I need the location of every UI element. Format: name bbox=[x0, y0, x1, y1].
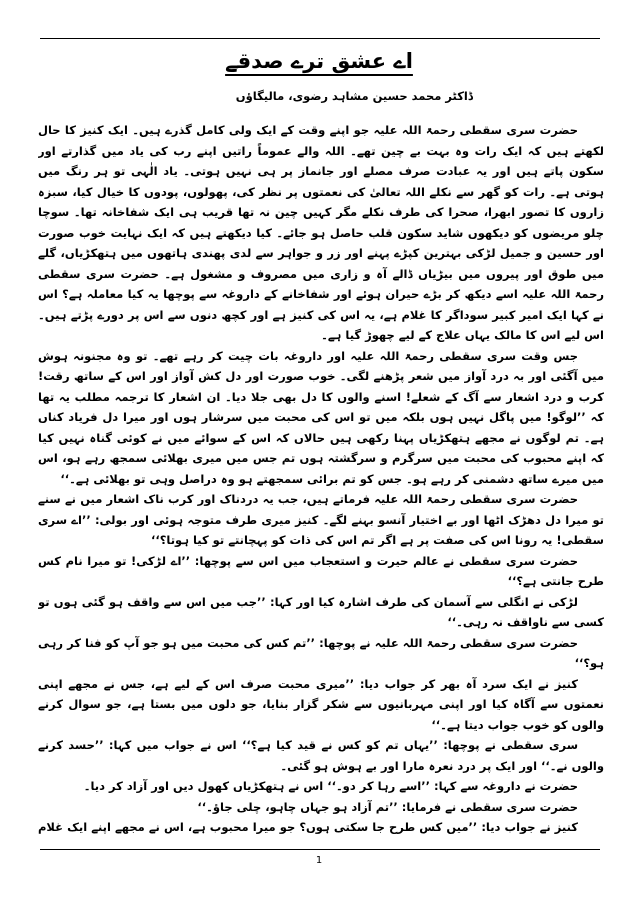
paragraph: کنیز نے ایک سرد آہ بھر کر جواب دیا: ’’میری محبت صرف اس کے لیے ہے، جس نے مجھے اپنی نعمتوں سے آگاہ کیا اور اپنی مہربانیوں سے شکر گزار بنایا، جو دلوں میں بستا ہے، جو سوال کرنے والوں کو خوب جواب دیتا ہے۔‘‘ bbox=[38, 676, 604, 732]
paragraph: حضرت سری سقطی نے فرمایا: ’’تم آزاد ہو جہاں چاہو، چلی جاؤ۔‘‘ bbox=[197, 799, 578, 814]
paragraph: حضرت نے داروغہ سے کہا: ’’اسے رہا کر دو۔‘‘ اس نے ہتھکڑیاں کھول دیں اور آزاد کر دیا۔ bbox=[83, 779, 578, 793]
bottom-rule bbox=[40, 849, 600, 850]
paragraph: حضرت سری سقطی رحمۃ اللہ علیہ جو اپنے وقت کے ایک ولی کامل گذرے ہیں۔ ایک کنیز کا حال لکھتے ہیں کہ ایک رات وہ بہت بے چین تھے۔ اللہ والے عموماً راتیں اپنے رب کی یاد میں گذارتے اور سکون پاتے ہیں اور یہ عبادت صرف مصلے اور جانماز پر ہی نہیں ہوتی۔ یاد الٰہی تو ہر رنگ میں ہوتی ہے۔ رات کو گھر سے نکلے اللہ تعالیٰ کی نعمتوں پر نظر کی، پھولوں، پودوں کا خیال کیا، سبزہ زاروں کا تصور ابھرا، صحرا کی طرف نکلے مگر کہیں چین نہ تھا قریب ہی ایک شفاخانہ تھا۔ سوچا چلو مریضوں کو دیکھوں شاید سکون قلب حاصل ہو جائے۔ کیا دیکھتے ہیں کہ ایک نہایت خوب صورت اور حسین و جمیل لڑکی بہترین کپڑے پہنے اور زر و جواہر سے لدی پھندی ہاتھوں میں ہتھکڑیاں، گلے میں طوق اور پیروں میں بیڑیاں ڈالے آہ و زاری میں مصروف و مشغول ہے۔ حضرت سری سقطی رحمۃ اللہ علیہ اسے دیکھ کر بڑے حیران ہوئے اور شفاخانے کے داروغہ سے پوچھا یہ کیا معاملہ ہے؟ اس نے کہا ایک امیر کبیر سوداگر کا غلام ہے، یہ اس کی کنیز ہے اور کچھ دنوں سے اس پر دورے پڑتے ہیں۔ اس لیے اس کا مالک یہاں علاج کے لیے چھوڑ گیا ہے۔ bbox=[38, 123, 604, 342]
paragraph: حضرت سری سقطی نے عالم حیرت و استعجاب میں اس سے پوچھا: ’’اے لڑکی! تو میرا نام کس طرح جانتی ہے؟‘‘ bbox=[38, 553, 604, 588]
author-line: ڈاکٹر محمد حسین مشاہد رضوی، مالیگاؤں bbox=[235, 89, 473, 103]
paragraph: جس وقت سری سقطی رحمۃ اللہ علیہ اور داروغہ بات چیت کر رہے تھے۔ تو وہ مجنونہ ہوش میں آگئی اور بہ درد آواز میں شعر پڑھنے لگی۔ خوب صورت اور دل کش آواز اور اس کے ساتھ رقت! کرب و درد اشعار سے آگ کے شعلے! اسنے والوں کا دل بھی جلا دیا۔ ان اشعار کا ترجمہ مطلب یہ تھا کہ ’’لوگو! میں پاگل نہیں ہوں بلکہ میں تو اس کی محبت میں سرشار ہوں اور میرا دل فریاد کناں ہے۔ تم لوگوں نے مجھے ہتھکڑیاں پہنا رکھی ہیں حالاں کہ اس کے سوائے میں نے کوئی گناہ نہیں کیا کہ اپنے محبوب کی محبت میں سرگرم و سرگشتہ ہوں تم جس میں میری بھلائی سمجھ رہے ہو، اس میں میرے ساتھ دشمنی کر رہے ہو۔ جس کو تم برائی سمجھتے ہو وہ دراصل وہی تو بھلائی ہے۔‘‘ bbox=[38, 348, 604, 486]
paragraph: کنیز نے جواب دیا: ’’میں کس طرح جا سکتی ہوں؟ جو میرا محبوب ہے، اس نے مجھے اپنے ایک غلام bbox=[38, 820, 578, 834]
paragraph: لڑکی نے انگلی سے آسمان کی طرف اشارہ کیا اور کہا: ’’جب میں اس سے واقف ہو گئی ہوں تو کسی سے ناواقف نہ رہی۔‘‘ bbox=[38, 594, 604, 629]
top-rule bbox=[40, 38, 600, 39]
document-body bbox=[38, 120, 604, 840]
paragraph: سری سقطی نے پوچھا: ’’یہاں تم کو کس نے قید کیا ہے؟‘‘ اس نے جواب میں کہا: ’’حسد کرنے والوں نے۔‘‘ اور ایک پر درد نعرہ مارا اور بے ہوش ہو گئی۔ bbox=[38, 738, 604, 773]
page-number: 1 bbox=[315, 855, 323, 866]
document-title: اے عشق ترے صدقے bbox=[225, 49, 413, 73]
paragraph: حضرت سری سقطی رحمۃ اللہ علیہ فرماتے ہیں، جب یہ دردناک اور کرب ناک اشعار میں نے سنے تو میرا دل دھڑک اٹھا اور بے اختیار آنسو بہنے لگے۔ کنیز میری طرف متوجہ ہوئی اور بولی: ’’اے سری سقطی! یہ رونا اس کی صفت پر ہے اگر تم اس کی ذات کو پہچانتے تو کیا ہوتا؟‘‘ bbox=[38, 492, 604, 547]
paragraph: حضرت سری سقطی رحمۃ اللہ علیہ نے پوچھا: ’’تم کس کی محبت میں ہو جو آپ کو فنا کر رہی ہو؟‘‘ bbox=[38, 635, 604, 670]
